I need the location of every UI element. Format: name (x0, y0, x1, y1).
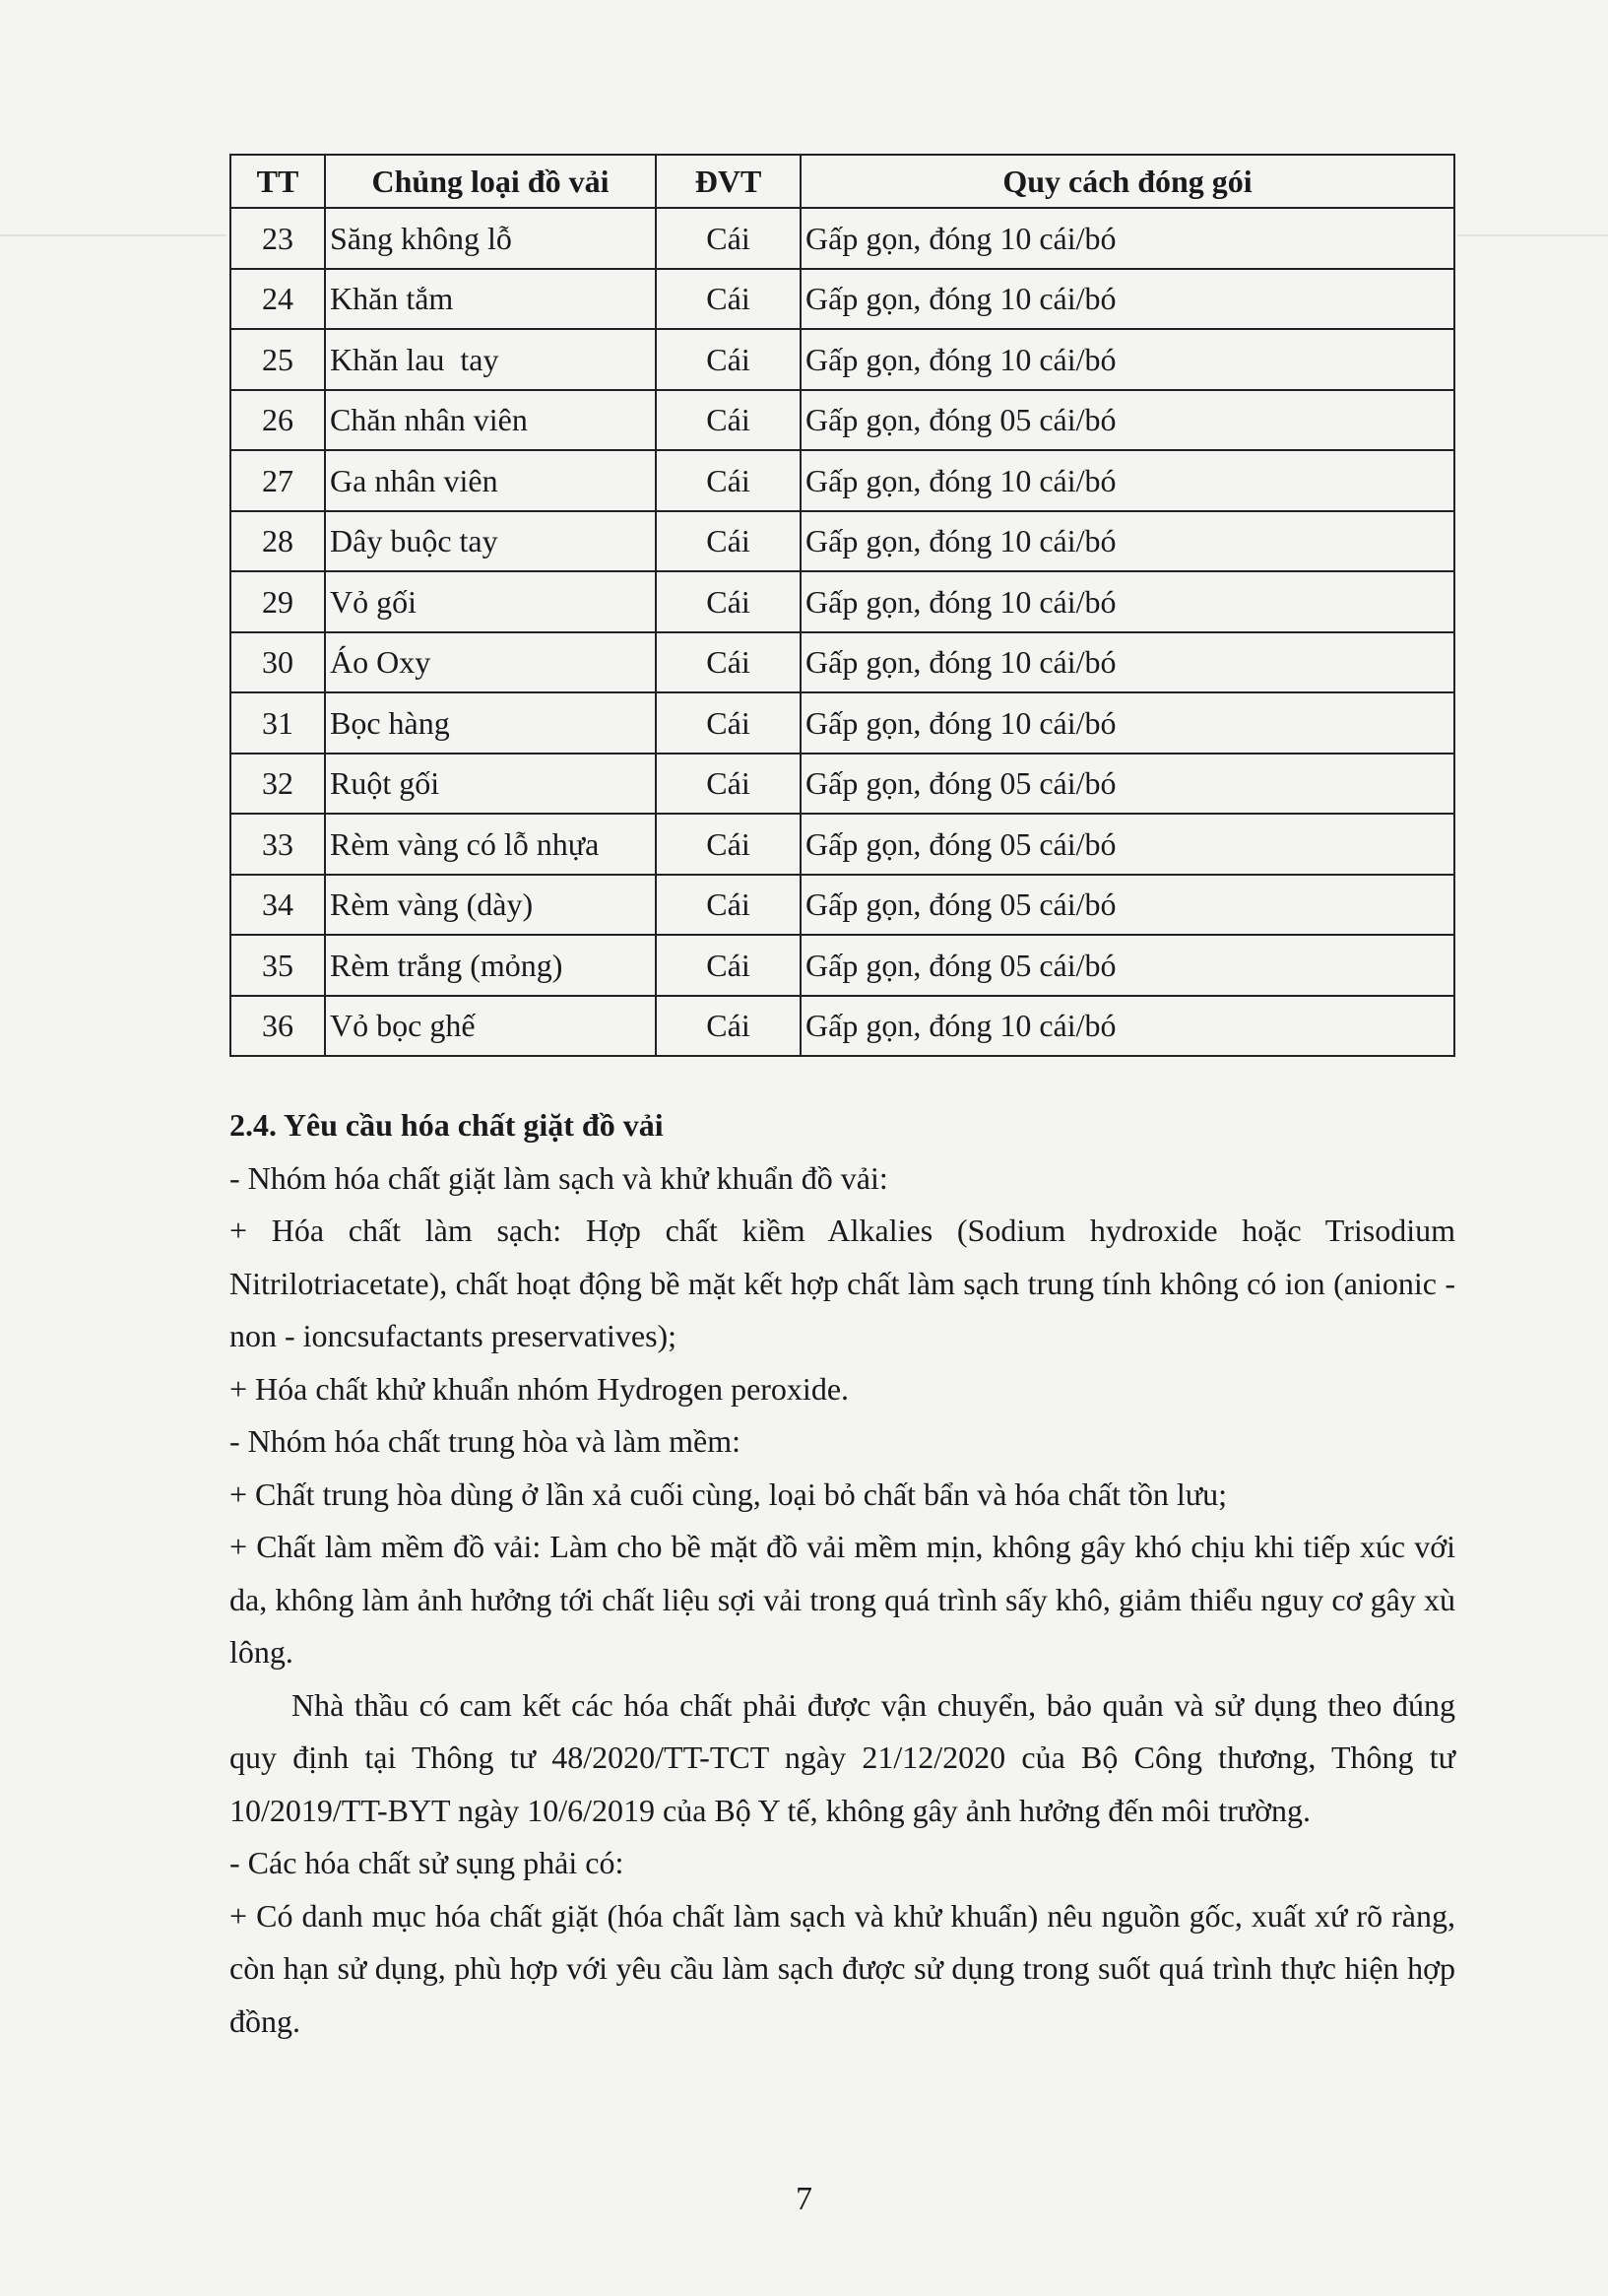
header-tt: TT (230, 155, 325, 208)
page-number: 7 (796, 2181, 812, 2217)
cell-unit: Cái (656, 571, 801, 632)
paragraph: + Hóa chất khử khuẩn nhóm Hydrogen peroxide. (229, 1370, 850, 1407)
cell-packing: Gấp gọn, đóng 05 cái/bó (801, 754, 1454, 815)
header-packing: Quy cách đóng gói (801, 155, 1454, 208)
cell-packing: Gấp gọn, đóng 10 cái/bó (801, 269, 1454, 330)
cell-unit: Cái (656, 632, 801, 693)
cell-item-type: Vỏ gối (325, 571, 656, 632)
table-row (230, 935, 1454, 996)
cell-item-type: Ga nhân viên (325, 450, 656, 511)
cell-unit: Cái (656, 692, 801, 754)
paragraph: - Nhóm hóa chất trung hòa và làm mềm: (229, 1423, 740, 1459)
cell-packing: Gấp gọn, đóng 10 cái/bó (801, 571, 1454, 632)
cell-tt: 34 (230, 875, 325, 936)
cell-unit: Cái (656, 935, 801, 996)
cell-packing: Gấp gọn, đóng 05 cái/bó (801, 814, 1454, 875)
section-heading: 2.4. Yêu cầu hóa chất giặt đồ vải (229, 1107, 664, 1143)
cell-tt: 23 (230, 208, 325, 269)
cell-packing: Gấp gọn, đóng 10 cái/bó (801, 208, 1454, 269)
cell-item-type: Săng không lỗ (325, 208, 656, 269)
cell-unit: Cái (656, 450, 801, 511)
cell-unit: Cái (656, 329, 801, 390)
cell-item-type: Rèm vàng (dày) (325, 875, 656, 936)
paragraph: + Chất làm mềm đồ vải: Làm cho bề mặt đồ vải mềm mịn, không gây khó chịu khi tiếp xúc với da, không làm ảnh hưởng tới chất liệu sợi vải trong quá trình sấy khô, giảm thiểu nguy cơ gây xù lông. (229, 1529, 1455, 1670)
cell-tt: 28 (230, 511, 325, 572)
cell-item-type: Chăn nhân viên (325, 390, 656, 451)
cell-tt: 33 (230, 814, 325, 875)
cell-item-type: Khăn tắm (325, 269, 656, 330)
table-row (230, 754, 1454, 815)
cell-packing: Gấp gọn, đóng 10 cái/bó (801, 692, 1454, 754)
header-unit: ĐVT (656, 155, 801, 208)
paragraph: + Có danh mục hóa chất giặt (hóa chất làm sạch và khử khuẩn) nêu nguồn gốc, xuất xứ rõ ràng, còn hạn sử dụng, phù hợp với yêu cầu làm sạch được sử dụng trong suốt quá trình thực hiện hợp đồng. (229, 1897, 1455, 2039)
cell-unit: Cái (656, 996, 801, 1057)
table-row (230, 450, 1454, 511)
scan-artifact (0, 234, 226, 236)
cell-item-type: Bọc hàng (325, 692, 656, 754)
cell-packing: Gấp gọn, đóng 10 cái/bó (801, 450, 1454, 511)
table-row (230, 632, 1454, 693)
cell-tt: 35 (230, 935, 325, 996)
header-item-type: Chủng loại đồ vải (325, 155, 656, 208)
linen-packing-table (229, 154, 1455, 1057)
table-row (230, 814, 1454, 875)
paragraph: - Nhóm hóa chất giặt làm sạch và khử khuẩn đồ vải: (229, 1159, 888, 1196)
table-row (230, 511, 1454, 572)
table-row (230, 329, 1454, 390)
table-row (230, 269, 1454, 330)
cell-packing: Gấp gọn, đóng 05 cái/bó (801, 875, 1454, 936)
cell-tt: 24 (230, 269, 325, 330)
cell-tt: 36 (230, 996, 325, 1057)
cell-packing: Gấp gọn, đóng 05 cái/bó (801, 390, 1454, 451)
cell-packing: Gấp gọn, đóng 10 cái/bó (801, 329, 1454, 390)
cell-packing: Gấp gọn, đóng 10 cái/bó (801, 996, 1454, 1057)
cell-packing: Gấp gọn, đóng 10 cái/bó (801, 511, 1454, 572)
scan-artifact (1457, 234, 1608, 236)
cell-item-type: Vỏ bọc ghế (325, 996, 656, 1057)
cell-tt: 27 (230, 450, 325, 511)
chemical-requirements-section (229, 1099, 1455, 2048)
cell-tt: 25 (230, 329, 325, 390)
cell-unit: Cái (656, 754, 801, 815)
paragraph: - Các hóa chất sử sụng phải có: (229, 1845, 624, 1880)
cell-item-type: Dây buộc tay (325, 511, 656, 572)
cell-unit: Cái (656, 269, 801, 330)
cell-unit: Cái (656, 208, 801, 269)
cell-item-type: Áo Oxy (325, 632, 656, 693)
paragraph: + Chất trung hòa dùng ở lần xả cuối cùng, loại bỏ chất bẩn và hóa chất tồn lưu; (229, 1476, 1227, 1512)
cell-unit: Cái (656, 511, 801, 572)
table-row (230, 390, 1454, 451)
cell-packing: Gấp gọn, đóng 05 cái/bó (801, 935, 1454, 996)
table-row (230, 692, 1454, 754)
table-row (230, 875, 1454, 936)
cell-packing: Gấp gọn, đóng 10 cái/bó (801, 632, 1454, 693)
table-row (230, 571, 1454, 632)
cell-tt: 26 (230, 390, 325, 451)
cell-unit: Cái (656, 814, 801, 875)
cell-tt: 30 (230, 632, 325, 693)
cell-tt: 32 (230, 754, 325, 815)
table-row (230, 208, 1454, 269)
table-header-row (230, 155, 1454, 208)
cell-unit: Cái (656, 875, 801, 936)
table-row (230, 996, 1454, 1057)
cell-tt: 29 (230, 571, 325, 632)
cell-item-type: Ruột gối (325, 754, 656, 815)
cell-item-type: Khăn lau tay (325, 329, 656, 390)
paragraph: Nhà thầu có cam kết các hóa chất phải được vận chuyển, bảo quản và sử dụng theo đúng quy định tại Thông tư 48/2020/TT-TCT ngày 21/12/2020 của Bộ Công thương, Thông tư 10/2019/TT-BYT ngày 10/6/2019 của Bộ Y tế, không gây ảnh hưởng đến môi trường. (229, 1686, 1455, 1828)
cell-item-type: Rèm trắng (mỏng) (325, 935, 656, 996)
cell-tt: 31 (230, 692, 325, 754)
cell-item-type: Rèm vàng có lỗ nhựa (325, 814, 656, 875)
cell-unit: Cái (656, 390, 801, 451)
paragraph: + Hóa chất làm sạch: Hợp chất kiềm Alkalies (Sodium hydroxide hoặc Trisodium Nitrilotriacetate), chất hoạt động bề mặt kết hợp chất làm sạch trung tính không có ion (anionic - non - ioncsufactants preservatives); (229, 1213, 1455, 1353)
